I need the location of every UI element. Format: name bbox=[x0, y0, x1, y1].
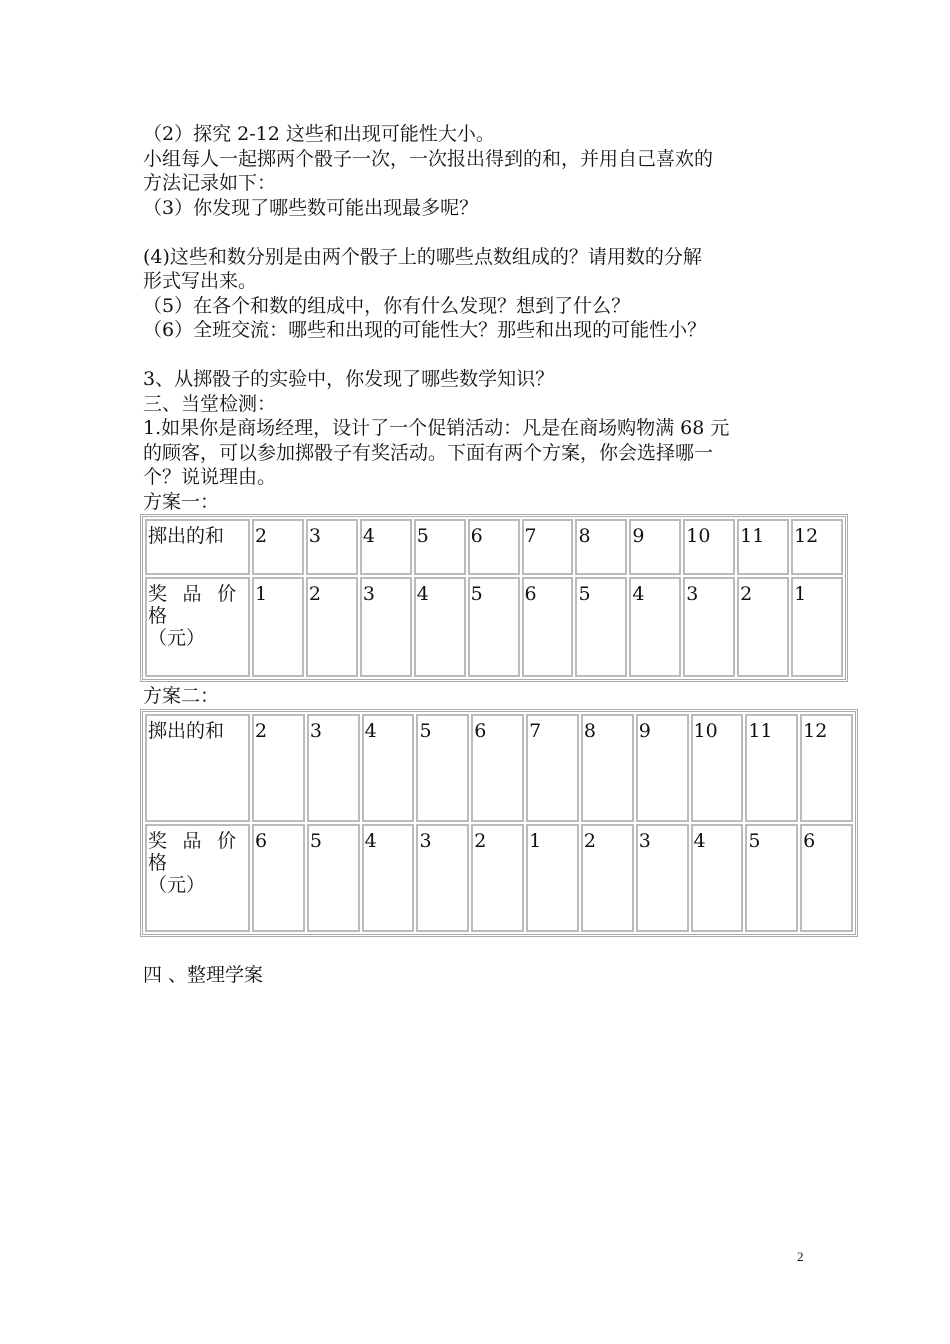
prize-cell: 3 bbox=[416, 824, 469, 932]
blank-line bbox=[143, 343, 823, 368]
text-line: 小组每人一起掷两个骰子一次，一次报出得到的和，并用自己喜欢的 bbox=[143, 147, 714, 170]
sum-cell: 8 bbox=[575, 519, 627, 575]
prize-label-line1: 奖 品 价 格 bbox=[148, 583, 241, 627]
table-row bbox=[145, 714, 853, 822]
sum-cell: 2 bbox=[252, 519, 304, 575]
prize-cell: 1 bbox=[526, 824, 579, 932]
text-line: 方法记录如下： bbox=[143, 172, 277, 194]
prize-label-line2: （元） bbox=[148, 873, 206, 896]
row-label-sum: 掷出的和 bbox=[145, 519, 250, 575]
text-line: 形式写出来。 bbox=[143, 270, 258, 292]
prize-cell: 3 bbox=[683, 577, 735, 677]
prize-cell: 2 bbox=[306, 577, 358, 677]
text-line: （5）在各个和数的组成中，你有什么发现？想到了什么？ bbox=[143, 294, 631, 317]
prize-cell: 6 bbox=[252, 824, 305, 932]
blank-line bbox=[143, 220, 823, 245]
prize-cell: 1 bbox=[791, 577, 843, 677]
prize-cell: 3 bbox=[360, 577, 412, 677]
prize-cell: 4 bbox=[629, 577, 681, 677]
prize-cell: 4 bbox=[362, 824, 415, 932]
sum-cell: 3 bbox=[306, 519, 358, 575]
plan-one-heading: 方案一： bbox=[143, 490, 220, 513]
prize-label-line1: 奖 品 价 格 bbox=[148, 829, 241, 874]
text-line: 个？说说理由。 bbox=[143, 466, 277, 488]
page-number: 2 bbox=[797, 1249, 804, 1264]
table-row bbox=[145, 577, 843, 677]
sum-cell: 4 bbox=[362, 714, 415, 822]
sum-cell: 5 bbox=[414, 519, 466, 575]
text-line: 3、从掷骰子的实验中，你发现了哪些数学知识？ bbox=[143, 368, 555, 390]
sum-cell: 7 bbox=[522, 519, 574, 575]
prize-cell: 2 bbox=[471, 824, 524, 932]
sum-cell: 11 bbox=[737, 519, 789, 575]
prize-cell: 4 bbox=[691, 824, 744, 932]
text-line: 1.如果你是商场经理，设计了一个促销活动：凡是在商场购物满 68 元 bbox=[143, 417, 730, 439]
plan-two-heading: 方案二： bbox=[143, 685, 220, 707]
prize-cell: 5 bbox=[575, 577, 627, 677]
prize-cell: 4 bbox=[414, 577, 466, 677]
sum-cell: 10 bbox=[691, 714, 744, 822]
prize-cell: 2 bbox=[737, 577, 789, 677]
prize-cell: 1 bbox=[252, 577, 304, 677]
prize-cell: 6 bbox=[800, 824, 853, 932]
prize-cell: 5 bbox=[468, 577, 520, 677]
row-label-sum: 掷出的和 bbox=[145, 714, 250, 822]
sum-cell: 7 bbox=[526, 714, 579, 822]
text-line: （2）探究 2-12 这些和出现可能性大小。 bbox=[143, 123, 495, 145]
text-line: 的顾客，可以参加掷骰子有奖活动。下面有两个方案，你会选择哪一 bbox=[143, 441, 714, 464]
sum-cell: 12 bbox=[800, 714, 853, 822]
text-line: （6）全班交流：哪些和出现的可能性大？那些和出现的可能性小？ bbox=[143, 319, 707, 341]
sum-cell: 12 bbox=[791, 519, 843, 575]
prize-cell: 2 bbox=[581, 824, 634, 932]
text-line: （3）你发现了哪些数可能出现最多呢？ bbox=[143, 196, 479, 219]
plan-two-table bbox=[140, 709, 858, 937]
sum-cell: 3 bbox=[307, 714, 360, 822]
sum-cell: 9 bbox=[636, 714, 689, 822]
sum-cell: 9 bbox=[629, 519, 681, 575]
prize-cell: 6 bbox=[522, 577, 574, 677]
prize-cell: 3 bbox=[636, 824, 689, 932]
sum-cell: 5 bbox=[416, 714, 469, 822]
sum-cell: 8 bbox=[581, 714, 634, 822]
prize-cell: 5 bbox=[307, 824, 360, 932]
sum-cell: 4 bbox=[360, 519, 412, 575]
table-row bbox=[145, 824, 853, 932]
row-label-prize bbox=[145, 824, 250, 932]
page-content bbox=[143, 122, 828, 987]
sum-cell: 6 bbox=[468, 519, 520, 575]
sum-cell: 2 bbox=[252, 714, 305, 822]
table-row bbox=[145, 519, 843, 575]
plan-one-table bbox=[140, 514, 848, 682]
prize-cell: 5 bbox=[745, 824, 798, 932]
sum-cell: 11 bbox=[745, 714, 798, 822]
sum-cell: 10 bbox=[683, 519, 735, 575]
row-label-prize bbox=[145, 577, 250, 677]
section-heading: 四 、整理学案 bbox=[143, 963, 264, 986]
section-heading: 三、当堂检测： bbox=[143, 392, 277, 415]
text-line: (4)这些和数分别是由两个骰子上的哪些点数组成的？请用数的分解 bbox=[143, 245, 702, 268]
sum-cell: 6 bbox=[471, 714, 524, 822]
prize-label-line2: （元） bbox=[148, 627, 206, 649]
